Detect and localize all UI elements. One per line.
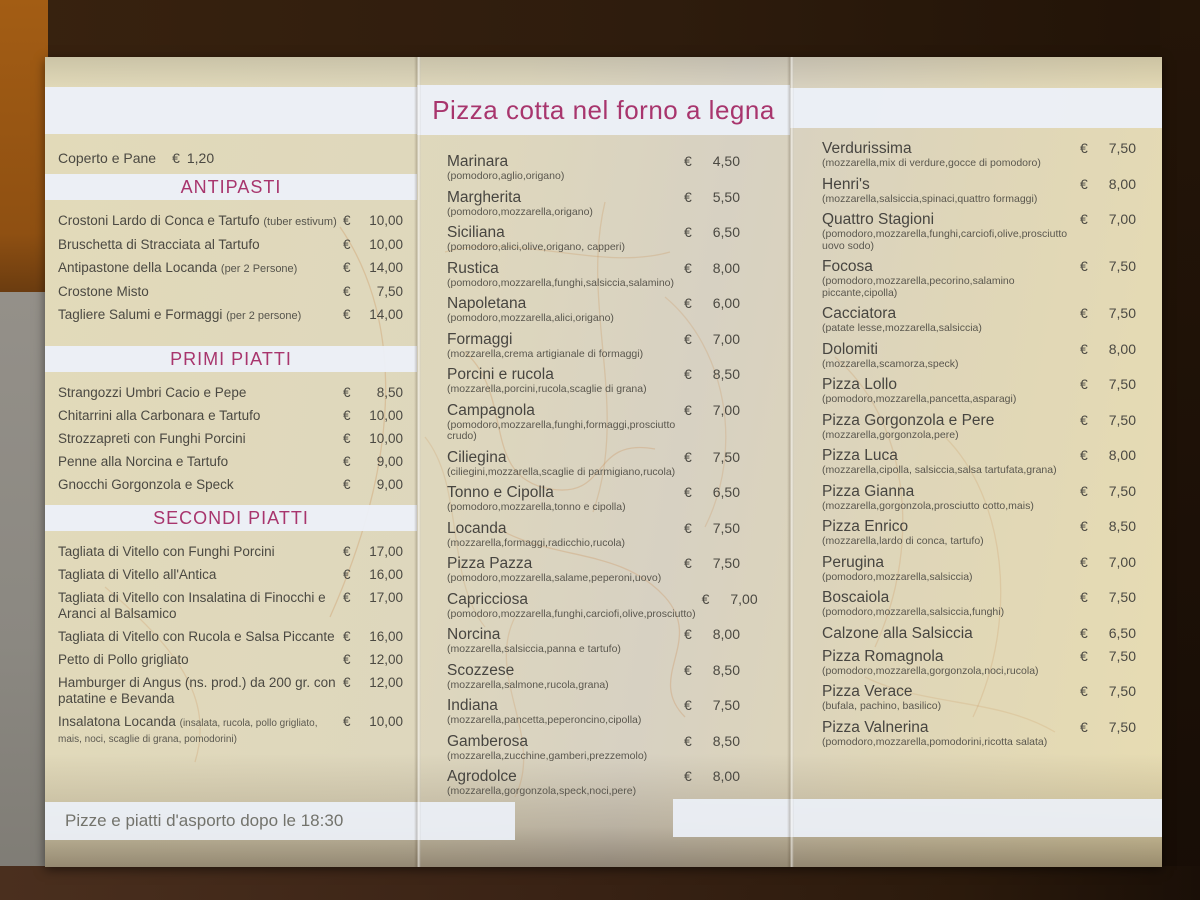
cover-charge-row — [58, 150, 403, 166]
currency-symbol: € — [343, 590, 351, 605]
menu-item: Chitarrini alla Carbonara e Tartufo € 10,00 — [58, 408, 403, 423]
pizza-name: Cacciatora — [822, 305, 897, 322]
wood-table-top — [0, 0, 1200, 60]
pizza-ingredients: (pomodoro,mozzarella,funghi,carciofi,olive,prosciutto uovo sodo) — [822, 228, 1068, 252]
pizza-ingredients: (pomodoro,mozzarella,salsiccia,funghi) — [822, 606, 1005, 618]
pizza-item — [447, 520, 740, 550]
currency-symbol: € — [684, 697, 692, 713]
menu-item: Strangozzi Umbri Cacio e Pepe € 8,50 — [58, 385, 403, 400]
pizza-price: € 6,50 — [684, 484, 740, 500]
currency-symbol: € — [1080, 340, 1088, 357]
section-header-antipasti: ANTIPASTI — [45, 174, 417, 200]
menu-item: Insalatona Locanda (insalata, rucola, pollo grigliato, mais, noci, scaglie di grana, pomodorini) € 10,00 — [58, 714, 403, 745]
menu-item: Antipastone della Locanda (per 2 Persone) € 14,00 — [58, 260, 403, 275]
currency-symbol: € — [343, 284, 351, 299]
item-price: € 12,00 — [343, 652, 403, 667]
pizza-item — [447, 295, 740, 325]
pizza-price: € 8,00 — [1080, 340, 1136, 357]
pizza-ingredients: (pomodoro,alici,olive,origano, capperi) — [447, 241, 626, 253]
pizza-name: Henri's — [822, 175, 870, 193]
pizza-price: € 6,50 — [1080, 624, 1136, 641]
currency-symbol: € — [343, 652, 351, 667]
currency-symbol: € — [1080, 624, 1088, 641]
pizza-ingredients: (pomodoro,mozzarella,funghi,formaggi,prosciutto crudo) — [447, 418, 676, 442]
pizza-ingredients: (mozzarella,gorgonzola,prosciutto cotto,mais) — [822, 499, 1034, 512]
takeaway-note: Pizze e piatti d'asporto dopo le 18:30 — [65, 811, 344, 830]
pizza-price: € 7,50 — [1080, 305, 1136, 321]
currency-symbol: € — [684, 732, 692, 749]
section-header-secondi-piatti: SECONDI PIATTI — [45, 505, 417, 531]
pizza-price: € 7,00 — [1080, 211, 1136, 227]
currency-symbol: € — [1080, 376, 1088, 392]
item-price: € 9,00 — [343, 477, 403, 492]
pizza-ingredients: (pomodoro,mozzarella,funghi,salsiccia,salamino) — [447, 276, 675, 289]
pizza-ingredients: (mozzarella,cipolla, salsiccia,salsa tartufata,grana) — [822, 464, 1057, 476]
item-price: € 12,00 — [343, 675, 403, 690]
currency-symbol: € — [1080, 258, 1088, 274]
currency-symbol: € — [343, 307, 351, 322]
pizza-price: € 8,50 — [684, 366, 740, 382]
pizza-ingredients: (mozzarella,scamorza,speck) — [822, 357, 959, 370]
pizza-item — [822, 625, 1136, 642]
item-price: € 17,00 — [343, 590, 403, 605]
pizza-name: Pizza Lollo — [822, 376, 897, 393]
pizza-name: Focosa — [822, 258, 873, 275]
pizza-name: Siciliana — [447, 224, 505, 241]
menu-item: Strozzapreti con Funghi Porcini € 10,00 — [58, 431, 403, 446]
pizza-name: Boscaiola — [822, 589, 890, 606]
pizza-name: Pizza Valnerina — [822, 718, 929, 736]
item-price: € 14,00 — [343, 307, 403, 322]
pizza-ingredients: (pomodoro,mozzarella,origano) — [447, 205, 593, 218]
pizza-item — [822, 258, 1136, 299]
pizza-item — [447, 768, 740, 798]
pizza-price: € 7,00 — [1080, 553, 1136, 570]
pizza-item — [822, 140, 1136, 170]
pizza-item — [447, 402, 740, 443]
secondi-piatti-list — [58, 544, 403, 746]
pizza-ingredients: (mozzarella,zucchine,gamberi,prezzemolo) — [447, 749, 648, 762]
pizza-item — [822, 376, 1136, 406]
pizza-ingredients: (pomodoro,mozzarella,alici,origano) — [447, 312, 614, 324]
pizza-price: € 8,00 — [684, 626, 740, 642]
pizza-name: Marinara — [447, 153, 509, 170]
currency-symbol: € — [343, 675, 351, 690]
panel-center — [417, 57, 790, 867]
currency-symbol: € — [343, 260, 351, 275]
item-price: € 10,00 — [343, 237, 403, 252]
menu-item: Bruschetta di Stracciata al Tartufo € 10,00 — [58, 237, 403, 252]
currency-symbol: € — [1080, 140, 1088, 156]
currency-symbol: € — [343, 385, 351, 400]
pizza-price: € 7,50 — [1080, 683, 1136, 699]
currency-symbol: € — [684, 448, 692, 465]
currency-symbol: € — [684, 224, 692, 240]
pizza-name: Calzone alla Salsiccia — [822, 624, 973, 642]
cover-charge-label: Coperto e Pane — [58, 150, 157, 166]
pizza-name: Rustica — [447, 259, 499, 277]
currency-symbol: € — [684, 153, 692, 169]
pizza-ingredients: (pomodoro,mozzarella,gorgonzola,noci,rucola) — [822, 664, 1039, 677]
currency-symbol: € — [684, 188, 692, 205]
pizza-price: € 7,50 — [684, 448, 740, 465]
menu-item: Tagliata di Vitello con Funghi Porcini € 17,00 — [58, 544, 403, 559]
pizza-name: Tonno e Cipolla — [447, 484, 554, 501]
menu-item: Crostone Misto € 7,50 — [58, 284, 403, 299]
currency-symbol: € — [1080, 175, 1088, 192]
pizza-ingredients: (ciliegini,mozzarella,scaglie di parmigiano,rucola) — [447, 465, 676, 478]
pizza-ingredients: (mozzarella,crema artigianale di formaggi) — [447, 347, 644, 360]
currency-symbol: € — [1080, 718, 1088, 735]
item-price: € 10,00 — [343, 714, 403, 729]
menu-item: Tagliata di Vitello all'Antica € 16,00 — [58, 567, 403, 582]
menu-paper — [45, 57, 1162, 867]
item-price: € 16,00 — [343, 567, 403, 582]
pizza-price: € 7,50 — [684, 555, 740, 571]
pizza-item — [447, 189, 740, 219]
pizza-item — [822, 176, 1136, 206]
pizza-price: € 7,50 — [684, 519, 740, 536]
currency-symbol: € — [343, 237, 351, 252]
menu-item: Petto di Pollo grigliato € 12,00 — [58, 652, 403, 667]
pizza-price: € 7,00 — [684, 401, 740, 418]
pizza-item — [447, 449, 740, 479]
item-note: (tuber estivum) — [263, 216, 337, 228]
pizza-item — [822, 447, 1136, 477]
pizza-list-right — [822, 140, 1136, 748]
pizza-item — [822, 305, 1136, 335]
currency-symbol: € — [343, 454, 351, 469]
item-note: (per 2 persone) — [226, 310, 302, 322]
antipasti-list — [58, 213, 403, 324]
pizza-item — [447, 590, 758, 621]
pizza-ingredients: (pomodoro,mozzarella,tonno e cipolla) — [447, 501, 626, 513]
panel-right — [790, 57, 1162, 867]
pizza-name: Napoletana — [447, 295, 527, 312]
currency-symbol: € — [1080, 553, 1088, 570]
pizza-ingredients: (pomodoro,mozzarella,salame,peperoni,uovo) — [447, 572, 662, 584]
currency-symbol: € — [343, 431, 351, 446]
pizza-name: Formaggi — [447, 330, 513, 348]
pizza-ingredients: (mozzarella,gorgonzola,pere) — [822, 428, 959, 441]
pizza-price: € 5,50 — [684, 188, 740, 205]
pizza-price: € 8,00 — [1080, 447, 1136, 463]
pizza-price: € 8,00 — [684, 259, 740, 276]
currency-symbol: € — [1080, 305, 1088, 321]
currency-symbol: € — [684, 259, 692, 276]
pizza-name: Indiana — [447, 697, 498, 714]
item-price: € 17,00 — [343, 544, 403, 559]
wood-table-bottom — [0, 866, 1200, 900]
item-price: € 10,00 — [343, 408, 403, 423]
currency-symbol: € — [684, 295, 692, 311]
takeaway-note-band — [45, 802, 515, 840]
pizza-item — [822, 589, 1136, 619]
pizza-ingredients: (pomodoro,mozzarella,funghi,carciofi,olive,prosciutto) — [447, 607, 696, 620]
pizza-name: Margherita — [447, 188, 522, 206]
primi-piatti-list — [58, 385, 403, 493]
blank-band — [45, 87, 417, 134]
pizza-price: € 7,50 — [1080, 718, 1136, 735]
panel-left — [45, 57, 417, 867]
pizza-ingredients: (mozzarella,salmone,rucola,grana) — [447, 678, 609, 691]
pizza-name: Scozzese — [447, 661, 515, 679]
blank-footer-band — [673, 799, 1162, 837]
pizza-price: € 7,50 — [1080, 647, 1136, 664]
pizza-name: Agrodolce — [447, 768, 517, 785]
blank-band — [790, 88, 1162, 128]
menu-item: Hamburger di Angus (ns. prod.) da 200 gr. con patatine e Bevanda € 12,00 — [58, 675, 403, 706]
currency-symbol: € — [684, 626, 692, 642]
pizza-name: Pizza Luca — [822, 447, 898, 464]
menu-item: Gnocchi Gorgonzola e Speck € 9,00 — [58, 477, 403, 492]
pizza-item — [822, 412, 1136, 442]
pizza-ingredients: (patate lesse,mozzarella,salsiccia) — [822, 322, 982, 334]
currency-symbol: € — [1080, 411, 1088, 428]
currency-symbol: € — [343, 629, 351, 644]
pizza-name: Porcini e rucola — [447, 366, 554, 383]
currency-symbol: € — [1080, 482, 1088, 499]
pizza-item — [822, 518, 1136, 548]
currency-symbol: € — [684, 768, 692, 784]
pizza-item — [822, 683, 1136, 713]
currency-symbol: € — [1080, 589, 1088, 605]
pizza-price: € 7,50 — [1080, 258, 1136, 274]
pizza-name: Pizza Romagnola — [822, 647, 944, 665]
currency-symbol: € — [1080, 683, 1088, 699]
pizza-name: Ciliegina — [447, 448, 507, 466]
pizza-item — [447, 153, 740, 183]
currency-symbol: € — [701, 590, 710, 607]
pizza-price: € 8,00 — [1080, 175, 1136, 192]
pizza-list-center — [447, 153, 758, 798]
pizza-price: € 4,50 — [684, 153, 740, 169]
currency-symbol: € — [172, 150, 180, 166]
pizza-price: € 6,50 — [684, 224, 740, 240]
pizza-item — [822, 483, 1136, 513]
pizza-item — [447, 331, 740, 361]
pizza-item — [447, 555, 740, 585]
pizza-price: € 8,50 — [684, 661, 740, 678]
item-price: € 10,00 — [343, 213, 403, 228]
menu-item: Tagliere Salumi e Formaggi (per 2 persone) € 14,00 — [58, 307, 403, 322]
pizza-name: Quattro Stagioni — [822, 211, 935, 228]
pizza-name: Verdurissima — [822, 140, 912, 157]
item-price: € 16,00 — [343, 629, 403, 644]
pizza-name: Dolomiti — [822, 340, 878, 358]
pizza-item — [447, 224, 740, 254]
menu-item: Tagliata di Vitello con Rucola e Salsa Piccante € 16,00 — [58, 629, 403, 644]
pizza-price: € 7,50 — [1080, 589, 1136, 605]
section-header-primi-piatti: PRIMI PIATTI — [45, 346, 417, 372]
pizza-price: € 7,50 — [684, 697, 740, 713]
pizza-ingredients: (mozzarella,mix di verdure,gocce di pomodoro) — [822, 157, 1041, 169]
pizza-name: Pizza Enrico — [822, 518, 909, 535]
wood-highlight-corner — [0, 0, 48, 292]
currency-symbol: € — [1080, 518, 1088, 534]
currency-symbol: € — [1080, 447, 1088, 463]
pizza-price: € 7,50 — [1080, 482, 1136, 499]
currency-symbol: € — [684, 366, 692, 382]
currency-symbol: € — [343, 567, 351, 582]
item-ingredients: (insalata, rucola, pollo grigliato, mais, noci, scaglie di grana, pomodorini) — [58, 718, 318, 745]
item-price: € 10,00 — [343, 431, 403, 446]
pizza-item — [822, 554, 1136, 584]
pizza-item — [822, 211, 1136, 252]
wall-edge — [0, 292, 46, 878]
pizza-item — [822, 719, 1136, 749]
currency-symbol: € — [343, 213, 351, 228]
currency-symbol: € — [684, 661, 692, 678]
currency-symbol: € — [1080, 211, 1088, 227]
pizza-price: € 7,50 — [1080, 376, 1136, 392]
pizza-price: € 6,00 — [684, 295, 740, 311]
pizza-ingredients: (pomodoro,aglio,origano) — [447, 170, 565, 182]
pizza-name: Pizza Verace — [822, 683, 913, 700]
pizza-name: Norcina — [447, 626, 501, 643]
pizza-ingredients: (bufala, pachino, basilico) — [822, 700, 942, 712]
currency-symbol: € — [1080, 647, 1088, 664]
pizza-name: Locanda — [447, 519, 507, 537]
currency-symbol: € — [684, 401, 692, 418]
pizza-ingredients: (mozzarella,lardo di conca, tartufo) — [822, 535, 984, 547]
pizza-name: Gamberosa — [447, 732, 528, 750]
pizza-item — [447, 484, 740, 514]
pizza-ingredients: (pomodoro,mozzarella,pomodorini,ricotta salata) — [822, 735, 1048, 748]
pizza-item — [447, 260, 740, 290]
pizza-name: Pizza Pazza — [447, 555, 533, 572]
currency-symbol: € — [343, 544, 351, 559]
menu-item: Tagliata di Vitello con Insalatina di Finocchi e Aranci al Balsamico € 17,00 — [58, 590, 403, 621]
pizza-ingredients: (mozzarella,porcini,rucola,scaglie di grana) — [447, 383, 647, 395]
item-price: € 7,50 — [343, 284, 403, 299]
pizza-ingredients: (pomodoro,mozzarella,pancetta,asparagi) — [822, 393, 1017, 405]
pizza-price: € 8,50 — [684, 732, 740, 749]
pizza-price: € 7,50 — [1080, 140, 1136, 156]
pizza-item — [447, 697, 740, 727]
pizza-item — [447, 366, 740, 396]
pizza-item — [822, 648, 1136, 678]
pizza-ingredients: (pomodoro,mozzarella,salsiccia) — [822, 570, 973, 583]
item-price: € 9,00 — [343, 454, 403, 469]
wood-table-right — [1160, 0, 1200, 900]
pizza-name: Capricciosa — [447, 590, 528, 608]
pizza-name: Campagnola — [447, 401, 535, 419]
pizza-section-title: Pizza cotta nel forno a legna — [432, 94, 775, 125]
pizza-ingredients: (mozzarella,formaggi,radicchio,rucola) — [447, 536, 625, 549]
pizza-ingredients: (mozzarella,salsiccia,spinaci,quattro formaggi) — [822, 192, 1038, 205]
pizza-ingredients: (mozzarella,salsiccia,panna e tartufo) — [447, 643, 621, 655]
pizza-price: € 8,50 — [1080, 518, 1136, 534]
menu-item: Crostoni Lardo di Conca e Tartufo (tuber estivum) € 10,00 — [58, 213, 403, 228]
pizza-ingredients: (pomodoro,mozzarella,pecorino,salamino piccante,cipolla) — [822, 275, 1015, 299]
pizza-item — [822, 341, 1136, 371]
item-price: € 14,00 — [343, 260, 403, 275]
pizza-price: € 7,00 — [701, 590, 758, 607]
pizza-item — [447, 626, 740, 656]
currency-symbol: € — [684, 519, 692, 536]
fold-crease-left — [414, 57, 421, 867]
pizza-ingredients: (mozzarella,pancetta,peperoncino,cipolla) — [447, 714, 642, 726]
pizza-name: Perugina — [822, 553, 885, 571]
item-note: (per 2 Persone) — [220, 263, 298, 275]
pizza-title-band — [417, 85, 790, 135]
pizza-item — [447, 733, 740, 763]
pizza-price: € 8,00 — [684, 768, 740, 784]
cover-charge-price: 1,20 — [186, 150, 215, 166]
pizza-price: € 7,00 — [684, 330, 740, 347]
currency-symbol: € — [343, 714, 351, 729]
fold-crease-right — [787, 57, 794, 867]
currency-symbol: € — [343, 408, 351, 423]
item-price: € 8,50 — [343, 385, 403, 400]
pizza-name: Pizza Gorgonzola e Pere — [822, 411, 995, 429]
menu-item: Penne alla Norcina e Tartufo € 9,00 — [58, 454, 403, 469]
currency-symbol: € — [684, 555, 692, 571]
pizza-name: Pizza Gianna — [822, 482, 915, 500]
pizza-ingredients: (mozzarella,gorgonzola,speck,noci,pere) — [447, 785, 637, 797]
currency-symbol: € — [684, 330, 692, 347]
currency-symbol: € — [343, 477, 351, 492]
currency-symbol: € — [684, 484, 692, 500]
pizza-item — [447, 662, 740, 692]
pizza-price: € 7,50 — [1080, 411, 1136, 428]
